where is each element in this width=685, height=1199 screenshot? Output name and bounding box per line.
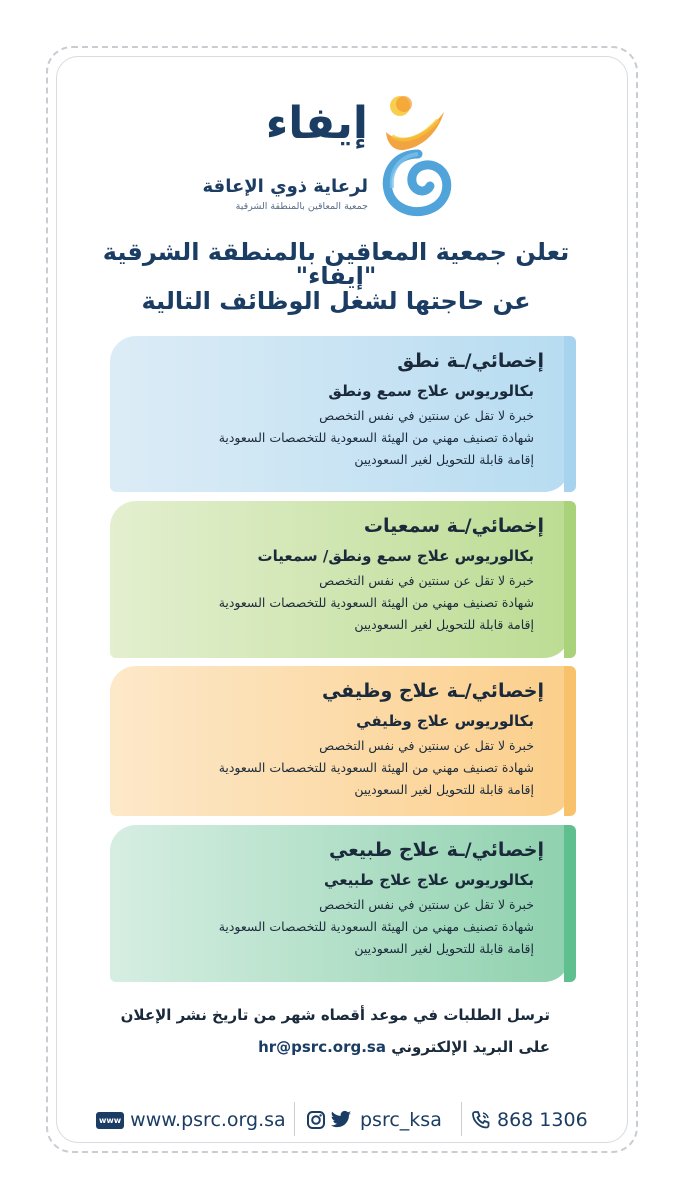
job-requirement: إقامة قابلة للتحويل لغير السعوديين — [354, 617, 534, 633]
job-title: إخصائي/ـة علاج وظيفي — [321, 680, 544, 702]
job-requirement: شهادة تصنيف مهني من الهيئة السعودية للتخصصات السعودية — [218, 919, 534, 935]
instagram-icon — [306, 1110, 326, 1130]
logo-mark-icon — [378, 92, 458, 222]
logo-title: إيفاء — [265, 98, 368, 149]
job-degree: بكالوريوس علاج سمع ونطق/ سمعيات — [257, 546, 534, 565]
application-deadline-text: ترسل الطلبات في موعد أقصاه شهر من تاريخ نشر الإعلان — [120, 1006, 550, 1024]
website-text: www.psrc.org.sa — [130, 1109, 286, 1131]
job-requirement: خبرة لا تقل عن سنتين في نفس التخصص — [319, 572, 534, 588]
social-handle[interactable] — [306, 1100, 456, 1140]
job-card-audiology — [110, 501, 570, 658]
email-link[interactable]: hr@psrc.org.sa — [258, 1038, 386, 1056]
job-requirement: إقامة قابلة للتحويل لغير السعوديين — [354, 941, 534, 957]
phone-number[interactable] — [471, 1100, 596, 1140]
card-accent-bar — [564, 501, 576, 658]
job-degree: بكالوريوس علاج وظيفي — [356, 711, 534, 730]
logo — [202, 92, 470, 227]
job-card-occupational-therapy — [110, 666, 570, 816]
job-requirement: إقامة قابلة للتحويل لغير السعوديين — [354, 452, 534, 468]
job-requirement: خبرة لا تقل عن سنتين في نفس التخصص — [319, 896, 534, 912]
headline-line-2: عن حاجتها لشغل الوظائف التالية — [141, 287, 531, 315]
email-label: على البريد الإلكتروني — [391, 1038, 550, 1056]
job-degree: بكالوريوس علاج علاج طبيعي — [324, 870, 534, 889]
phone-icon — [471, 1110, 491, 1130]
twitter-icon — [330, 1110, 352, 1130]
job-card-speech — [110, 336, 570, 492]
logo-subtitle: لرعاية ذوي الإعاقة — [202, 176, 368, 197]
card-accent-bar — [564, 666, 576, 816]
logo-tagline: جمعية المعاقين بالمنطقة الشرقية — [235, 201, 368, 212]
application-email-line — [258, 1038, 550, 1056]
card-accent-bar — [564, 336, 576, 492]
job-requirement: خبرة لا تقل عن سنتين في نفس التخصص — [319, 737, 534, 753]
headline-line-1: تعلن جمعية المعاقين بالمنطقة الشرقية "إيفاء" — [102, 238, 570, 290]
job-title: إخصائي/ـة علاج طبيعي — [328, 839, 544, 861]
www-icon: www — [96, 1112, 124, 1129]
job-requirement: شهادة تصنيف مهني من الهيئة السعودية للتخصصات السعودية — [218, 430, 534, 446]
job-card-physiotherapy — [110, 825, 570, 982]
job-requirement: إقامة قابلة للتحويل لغير السعوديين — [354, 782, 534, 798]
job-requirement: شهادة تصنيف مهني من الهيئة السعودية للتخصصات السعودية — [218, 760, 534, 776]
job-requirement: خبرة لا تقل عن سنتين في نفس التخصص — [319, 407, 534, 423]
divider — [294, 1102, 295, 1136]
job-requirement: شهادة تصنيف مهني من الهيئة السعودية للتخصصات السعودية — [218, 595, 534, 611]
card-accent-bar — [564, 825, 576, 982]
job-title: إخصائي/ـة سمعيات — [363, 515, 544, 537]
website-link[interactable] — [96, 1100, 286, 1140]
phone-text: 868 1306 — [497, 1109, 588, 1131]
social-handle-text: psrc_ksa — [360, 1109, 442, 1131]
divider — [461, 1102, 462, 1136]
job-title: إخصائي/ـة نطق — [397, 350, 544, 372]
contact-strip — [96, 1100, 596, 1140]
job-degree: بكالوريوس علاج سمع ونطق — [328, 381, 534, 400]
